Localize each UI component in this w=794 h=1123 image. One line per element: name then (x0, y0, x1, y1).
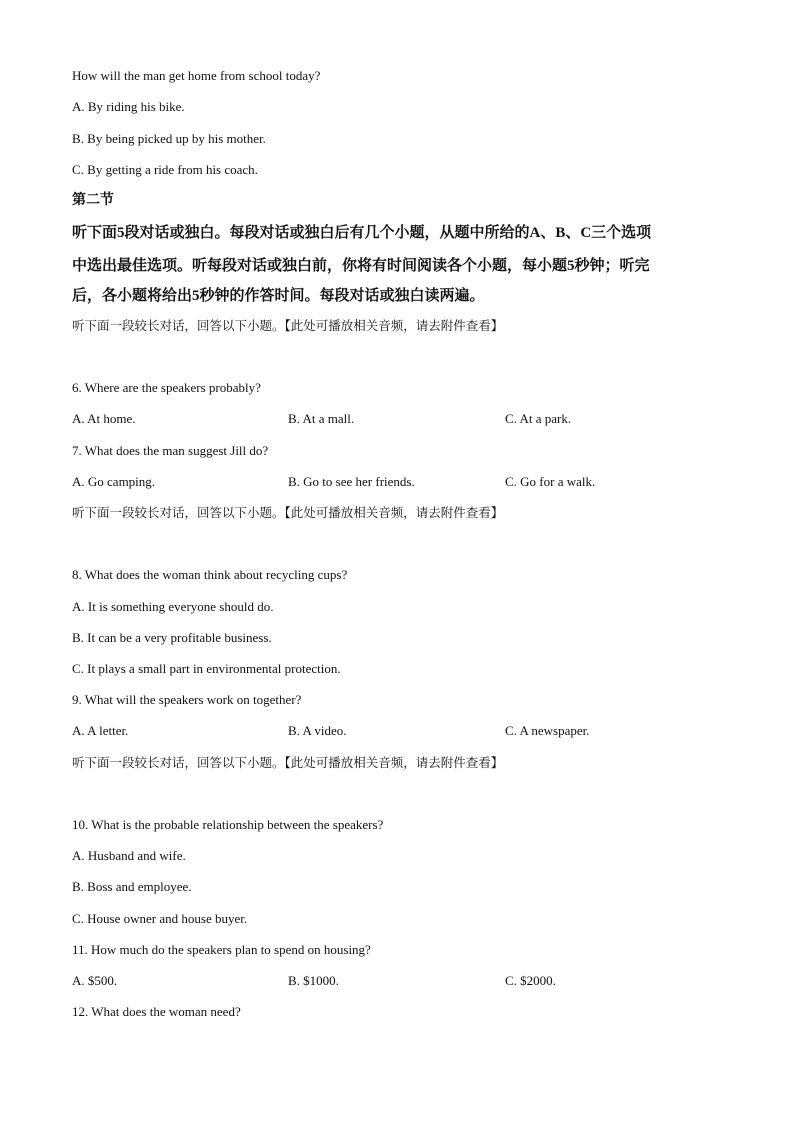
question-10-option-a: A. Husband and wife. (72, 848, 186, 863)
question-11-option-b: B. $1000. (288, 973, 339, 988)
question-11-text: 11. How much do the speakers plan to spend on housing? (72, 942, 371, 957)
question-11-option-a: A. $500. (72, 973, 118, 988)
question-6-text: 6. Where are the speakers probably? (72, 380, 261, 395)
question-9-option-c: C. A newspaper. (505, 723, 590, 738)
question-9-option-b: B. A video. (288, 723, 347, 738)
question-5-option-b: B. By being picked up by his mother. (72, 131, 266, 146)
question-7-option-c: C. Go for a walk. (505, 474, 596, 489)
question-5-option-a: A. By riding his bike. (72, 99, 185, 114)
question-8-option-a: A. It is something everyone should do. (72, 599, 274, 614)
question-11-option-c: C. $2000. (505, 973, 556, 988)
question-5-option-c: C. By getting a ride from his coach. (72, 162, 258, 177)
question-10-option-b: B. Boss and employee. (72, 879, 192, 894)
question-8-option-b: B. It can be a very profitable business. (72, 630, 272, 645)
question-9-options (72, 723, 722, 739)
question-6-option-c: C. At a park. (505, 411, 572, 426)
question-6-option-a: A. At home. (72, 411, 136, 426)
dialogue-note-1: 听下面一段较长对话，回答以下小题。【此处可播放相关音频，请去附件查看】 (72, 318, 504, 333)
dialogue-note-2: 听下面一段较长对话，回答以下小题。【此处可播放相关音频，请去附件查看】 (72, 505, 504, 520)
dialogue-note-3: 听下面一段较长对话，回答以下小题。【此处可播放相关音频，请去附件查看】 (72, 755, 504, 770)
question-7-option-b: B. Go to see her friends. (288, 474, 415, 489)
question-5-text: How will the man get home from school today? (72, 68, 321, 83)
question-8-option-c: C. It plays a small part in environmental protection. (72, 661, 341, 676)
section-2-instructions-line-2: 中选出最佳选项。听每段对话或独白前，你将有时间阅读各个小题，每小题5秒钟；听完 (72, 258, 650, 274)
question-6-options (72, 411, 722, 427)
section-2-instructions-line-1: 听下面5段对话或独白。每段对话或独白后有几个小题，从题中所给的A、B、C三个选项 (72, 225, 652, 241)
question-10-text: 10. What is the probable relationship between the speakers? (72, 817, 384, 832)
section-2-title: 第二节 (72, 193, 114, 208)
question-6-option-b: B. At a mall. (288, 411, 355, 426)
question-9-text: 9. What will the speakers work on together? (72, 692, 302, 707)
question-8-text: 8. What does the woman think about recycling cups? (72, 567, 348, 582)
section-2-instructions-line-3: 后，各小题将给出5秒钟的作答时间。每段对话或独白读两遍。 (72, 288, 485, 304)
question-7-options (72, 474, 722, 490)
question-11-options (72, 973, 722, 989)
question-7-text: 7. What does the man suggest Jill do? (72, 443, 269, 458)
question-10-option-c: C. House owner and house buyer. (72, 911, 248, 926)
question-7-option-a: A. Go camping. (72, 474, 156, 489)
question-9-option-a: A. A letter. (72, 723, 129, 738)
question-12-text: 12. What does the woman need? (72, 1004, 241, 1019)
